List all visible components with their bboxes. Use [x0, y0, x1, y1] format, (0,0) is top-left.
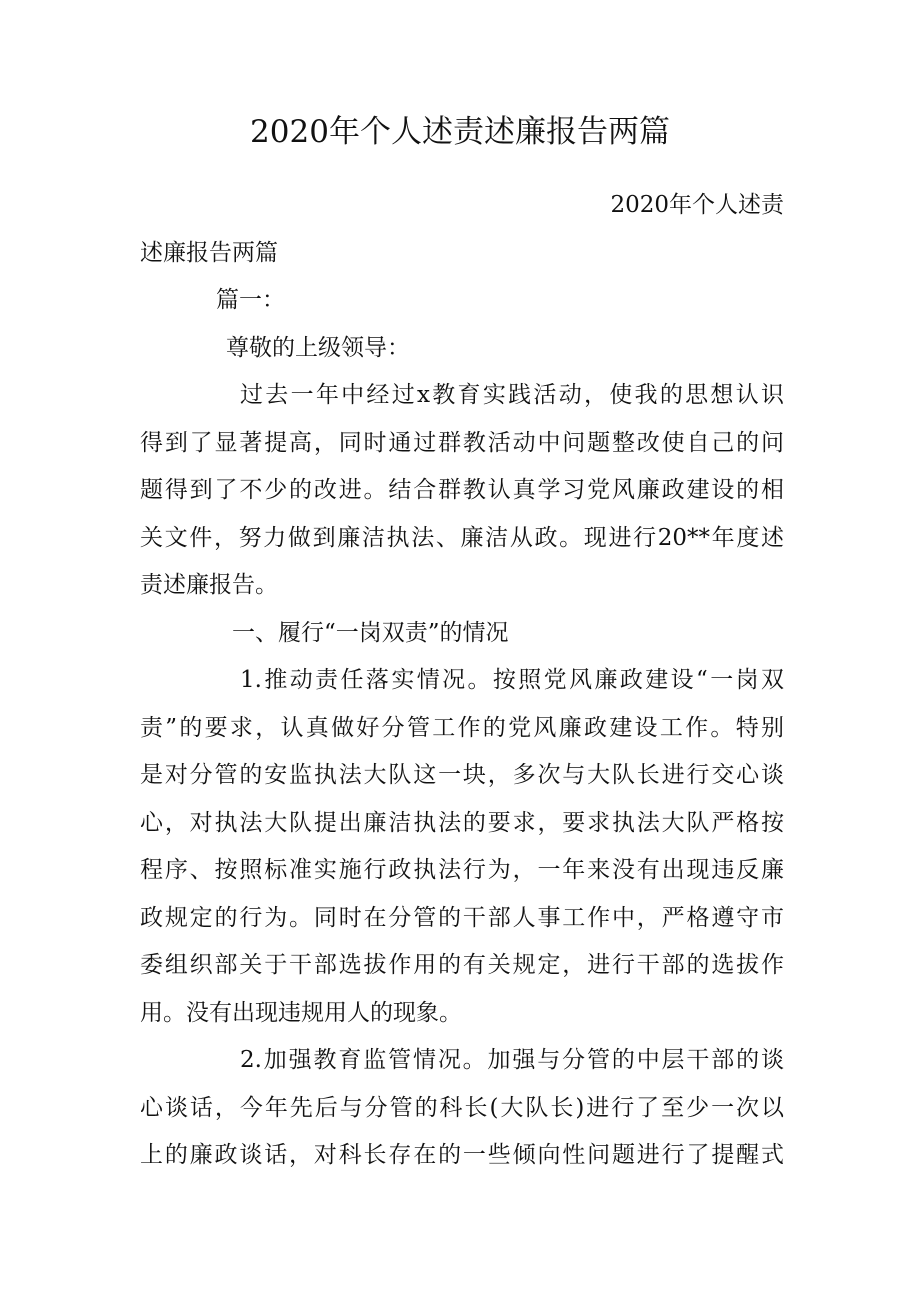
text-line: 委组织部关于干部选拔作用的有关规定，进行干部的选拔作 — [140, 952, 784, 978]
text-line: 上的廉政谈话，对科长存在的一些倾向性问题进行了提醒式 — [140, 1142, 784, 1168]
text-line: 政规定的行为。同时在分管的干部人事工作中，严格遵守市 — [140, 904, 784, 931]
text-line: 述廉报告两篇 — [140, 239, 278, 266]
text-line: 责述廉报告。 — [140, 572, 278, 598]
text-line: 1.推动责任落实情况。按照党风廉政建设“一岗双 — [240, 667, 784, 693]
text-line: 题得到了不少的改进。结合群教认真学习党风廉政建设的相 — [140, 477, 784, 503]
text-line: 心，对执法大队提出廉洁执法的要求，要求执法大队严格按 — [140, 809, 784, 836]
document-body — [140, 184, 784, 1182]
text-line: 2020年个人述责 — [610, 192, 784, 218]
text-line: 过去一年中经过x教育实践活动，使我的思想认识 — [240, 382, 784, 408]
text-line: 篇一： — [216, 287, 285, 313]
text-line: 关文件，努力做到廉洁执法、廉洁从政。现进行20**年度述 — [140, 524, 784, 551]
text-line: 用。没有出现违规用人的现象。 — [140, 999, 462, 1026]
text-line: 心谈话，今年先后与分管的科长(大队长)进行了至少一次以 — [140, 1094, 784, 1121]
text-line: 尊敬的上级领导： — [226, 334, 410, 361]
text-line: 2.加强教育监管情况。加强与分管的中层干部的谈 — [240, 1047, 784, 1073]
text-line: 是对分管的安监执法大队这一块，多次与大队长进行交心谈 — [140, 762, 784, 788]
text-line: 程序、按照标准实施行政执法行为，一年来没有出现违反廉 — [140, 857, 784, 883]
document-title: 2020年个人述责述廉报告两篇 — [250, 114, 670, 150]
text-line: 责”的要求，认真做好分管工作的党风廉政建设工作。特别 — [140, 714, 784, 741]
text-line: 一、履行“一岗双责”的情况 — [232, 619, 509, 646]
text-line: 得到了显著提高，同时通过群教活动中问题整改使自己的问 — [140, 429, 784, 456]
